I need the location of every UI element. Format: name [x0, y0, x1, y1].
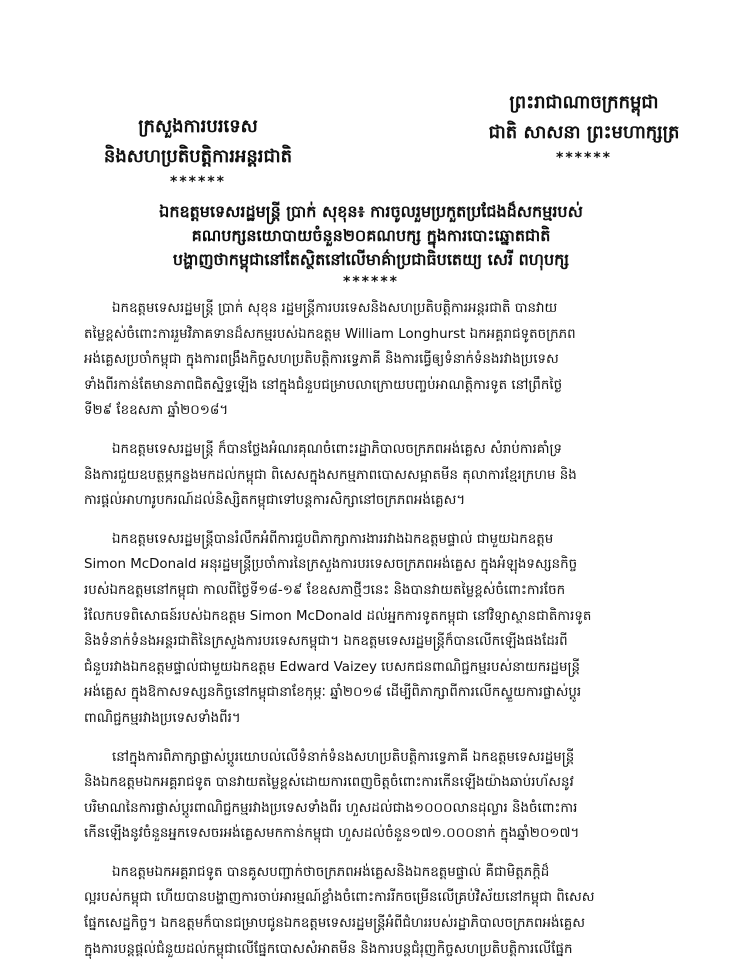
body-paragraph [84, 860, 704, 962]
title-line-2: គណបក្សនយោបាយចំនួន២០គណបក្ស ក្នុងការបោះឆ្នោតជាតិ [191, 226, 551, 245]
paragraph-line: និងការជួយឧបត្ថម្ភកន្លងមកដល់កម្ពុជា ពិសេសក្នុងសកម្មភាពបោសសម្អាតមីន តុលាការខ្មែរក្រហម និង [84, 467, 577, 483]
title-stars: ****** [343, 274, 399, 290]
national-motto: ជាតិ សាសនា ព្រះមហាក្សត្រ [488, 122, 680, 143]
body-paragraph [84, 745, 704, 847]
paragraph-line: ទី២៩ ខែឧសភា ឆ្នាំ២០១៨។ [84, 403, 229, 419]
paragraph-line: របស់ឯកឧត្តមនៅកម្ពុជា កាលពីថ្ងៃទី១៨-១៩ ខែឧសភាថ្មីៗនេះ និងបានវាយតម្លៃខ្ពស់ចំពោះការចែក [84, 582, 566, 598]
ministry-header [88, 112, 308, 192]
paragraph-line: នៅក្នុងការពិភាក្សាផ្លាស់ប្តូរយោបល់លើទំនាក់ទំនងសហប្រតិបត្តិការទ្វេភាគី ឯកឧត្តមទេសរដ្ឋមន្ត្រី [112, 749, 575, 765]
paragraph-line: ល្អរបស់កម្ពុជា ហើយបានបង្ហាញការចាប់អារម្មណ៍ខ្លាំងចំពោះការរីកចម្រើនលើគ្រប់វិស័យនៅកម្ពុជា ពិសេស [84, 890, 595, 906]
ministry-name-line1: ក្រសួងការបរទេស [138, 116, 258, 137]
press-release-title [40, 200, 702, 292]
paragraph-line: ផ្នែកសេដ្ឋកិច្ច។ ឯកឧត្តមក៏បានជម្រាបជូនឯកឧត្តមទេសរដ្ឋមន្ត្រីអំពីជំហររបស់រដ្ឋាភិបាលចក្រភពអង់គ្លេស [84, 916, 586, 932]
paragraph-line: និងឯកឧត្តមឯកអគ្គរាជទូត បានវាយតម្លៃខ្ពស់ដោយការពេញចិត្តចំពោះការកើនឡើងយ៉ាងឆាប់រហ័សនូវ [84, 775, 574, 791]
paragraph-line: ការផ្តល់អាហារូបករណ៍ដល់និស្សិតកម្ពុជាទៅបន្តការសិក្សានៅចក្រភពអង់គ្លេស។ [84, 493, 466, 509]
paragraph-line: អង់គ្លេសប្រចាំកម្ពុជា ក្នុងការពង្រឹងកិច្ចសហប្រតិបត្តិការទ្វេភាគី និងការធ្វើឲ្យទំនាក់ទំនងរវាងប្រទេស [84, 352, 559, 368]
paragraph-line: កើនឡើងនូវចំនួនអ្នកទេសចរអង់គ្លេសមកកាន់កម្ពុជា ហួសដល់ចំនួន១៧១.០០០នាក់ ក្នុងឆ្នាំ២០១៧។ [84, 826, 580, 842]
body-paragraph [84, 437, 704, 514]
paragraph-line: ជំនួបរវាងឯកឧត្តមផ្ទាល់ជាមួយឯកឧត្តម Edward Vaizey បេសកជនពាណិជ្ជកម្មរបស់នាយករដ្ឋមន្ត្រី [84, 659, 580, 675]
paragraph-line: ពាណិជ្ជកម្មរវាងប្រទេសទាំងពីរ។ [84, 710, 241, 726]
title-line-3: បង្ហាញថាកម្ពុជានៅតែស្ថិតនៅលើមាគ៌ាប្រជាធិបតេយ្យ សេរី ពហុបក្ស [172, 250, 570, 269]
press-release-body [84, 296, 704, 975]
paragraph-line: ឯកឧត្តមឯកអគ្គរាជទូត បានគូសបញ្ជាក់ថាចក្រភពអង់គ្លេសនិងឯកឧត្តមផ្ទាល់ គឺជាមិត្តភក្តិដ៏ [112, 864, 550, 880]
body-paragraph [84, 527, 704, 732]
header-left-stars: ****** [170, 174, 226, 190]
paragraph-line: និងទំនាក់ទំនងអន្តរជាតិនៃក្រសួងការបរទេសកម្ពុជា។ ឯកឧត្តមទេសរដ្ឋមន្ត្រីក៏បានលើកឡើងផងដែរពី [84, 634, 568, 650]
paragraph-line: អង់គ្លេស ក្នុងឱកាសទស្សនកិច្ចនៅកម្ពុជានាខែកុម្ភៈ ឆ្នាំ២០១៨ ដើម្បីពិភាក្សាពីការលើកស្ទួយការផ្លាស់ប្តូរ [84, 685, 582, 701]
paragraph-line: តម្លៃខ្ពស់ចំពោះការរួមវិភាគទានដ៏សកម្មរបស់ឯកឧត្តម William Longhurst ឯកអគ្គរាជទូតចក្រភព [84, 326, 576, 342]
paragraph-line: ឯកឧត្តមទេសរដ្ឋមន្ត្រីបានរំលឹកអំពីការជួបពិភាក្សាការងាររវាងឯកឧត្តមផ្ទាល់ ជាមួយឯកឧត្តម [112, 531, 554, 547]
paragraph-line: Simon McDonald អនុរដ្ឋមន្ត្រីប្រចាំការនៃក្រសួងការបរទេសចក្រភពអង់គ្លេស ក្នុងអំឡុងទស្សនកិច្ច [84, 557, 578, 573]
header-right-stars: ****** [556, 150, 612, 166]
body-paragraph [84, 296, 704, 424]
paragraph-line: ឯកឧត្តមទេសរដ្ឋមន្ត្រី ប្រាក់ សុខុន រដ្ឋមន្ត្រីការបរទេសនិងសហប្រតិបត្តិការអន្តរជាតិ បានវាយ [112, 301, 558, 316]
paragraph-line: ទាំងពីរកាន់តែមានភាពជិតស្និទ្ធឡើង នៅក្នុងជំនួបជម្រាបលាក្រោយបញ្ចប់អាណត្តិការទូត នៅព្រឹកថ្ងៃ [84, 377, 563, 393]
kingdom-header [464, 88, 704, 168]
title-line-1: ឯកឧត្តមទេសរដ្ឋមន្ត្រី ប្រាក់ សុខុន៖ ការចូលរួមប្រកួតប្រជែងដ៏សកម្មរបស់ [159, 202, 583, 221]
paragraph-line: ឯកឧត្តមទេសរដ្ឋមន្ត្រី ក៏បានថ្លែងអំណរគុណចំពោះរដ្ឋាភិបាលចក្រភពអង់គ្លេស សំរាប់ការគាំទ្រ [112, 441, 563, 457]
kingdom-title: ព្រះរាជាណាចក្រកម្ពុជា [509, 92, 659, 113]
paragraph-line: ក្នុងការបន្តផ្តល់ជំនួយដល់កម្ពុជាលើផ្នែកបោសសំអាតមីន និងការបន្តជំរុញកិច្ចសហប្រតិបត្តិការលើផ្នែក [84, 941, 573, 957]
ministry-name-line2: និងសហប្រតិបត្តិការអន្តរជាតិ [103, 146, 293, 167]
paragraph-line: បរិមាណនៃការផ្លាស់ប្តូរពាណិជ្ជកម្មរវាងប្រទេសទាំងពីរ ហួសដល់ជាង១០០០លានដុល្លារ និងចំពោះការ [84, 800, 578, 816]
paragraph-line: រំលែកបទពិសោធន៍របស់ឯកឧត្តម Simon McDonald ដល់អ្នកការទូតកម្ពុជា នៅវិទ្យាស្ថានជាតិការទូត [84, 608, 592, 624]
